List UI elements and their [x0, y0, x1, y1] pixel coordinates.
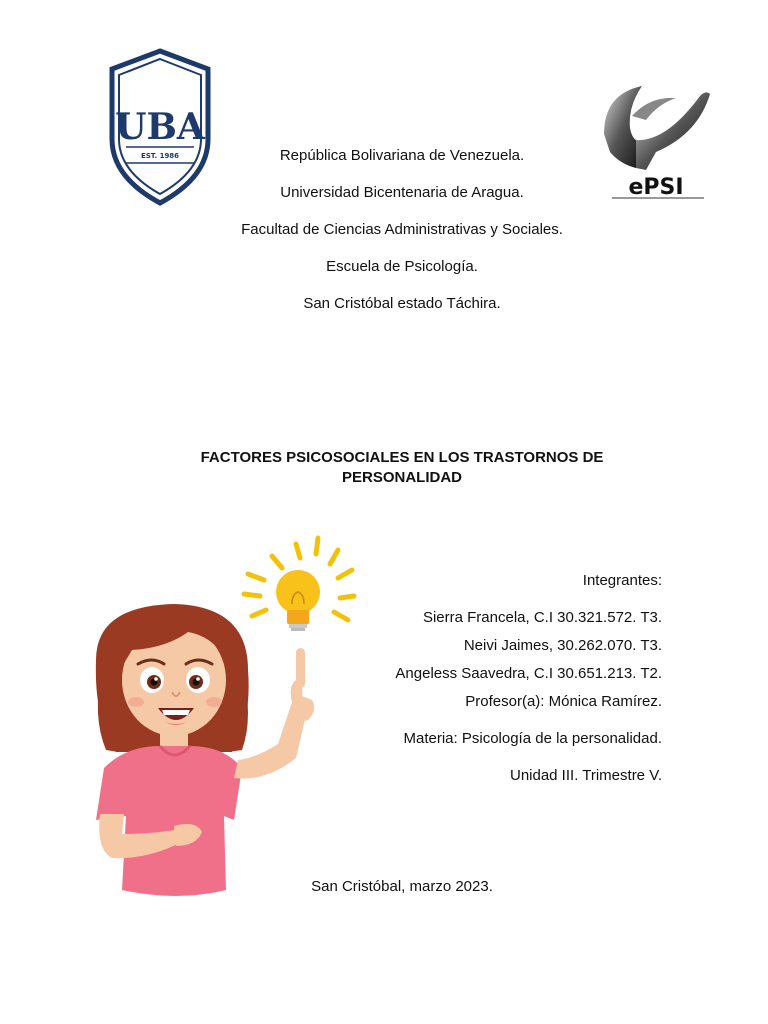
uba-logo-subtext: EST. 1986: [140, 152, 180, 160]
header-line-city: San Cristóbal estado Táchira.: [303, 295, 501, 312]
member-2: Neivi Jaimes, 30.262.070. T3.: [463, 637, 662, 654]
materia: Materia: Psicología de la personalidad.: [403, 730, 662, 747]
uba-logo-text: UBA: [115, 106, 205, 148]
header-line-country: República Bolivariana de Venezuela.: [279, 147, 525, 164]
profesor: Profesor(a): Mónica Ramírez.: [465, 693, 662, 710]
member-3: Angeless Saavedra, C.I 30.651.213. T2.: [395, 665, 662, 682]
unidad: Unidad III. Trimestre V.: [509, 767, 662, 784]
header-line-faculty: Facultad de Ciencias Administrativas y Sociales.: [241, 221, 563, 238]
document-date: San Cristóbal, marzo 2023.: [311, 878, 493, 895]
institution-header: [0, 146, 768, 331]
epsi-logo-text: ePSI: [628, 175, 684, 200]
document-title-line-2: PERSONALIDAD: [341, 469, 462, 486]
document-title: [180, 448, 624, 488]
members-info: [302, 571, 662, 786]
member-1: Sierra Francela, C.I 30.321.572. T3.: [422, 609, 662, 626]
header-line-school: Escuela de Psicología.: [326, 258, 478, 275]
header-line-university: Universidad Bicentenaria de Aragua.: [280, 184, 524, 201]
document-title-line-1: FACTORES PSICOSOCIALES EN LOS TRASTORNOS DE: [200, 449, 604, 466]
integrantes-label: Integrantes:: [582, 572, 662, 589]
